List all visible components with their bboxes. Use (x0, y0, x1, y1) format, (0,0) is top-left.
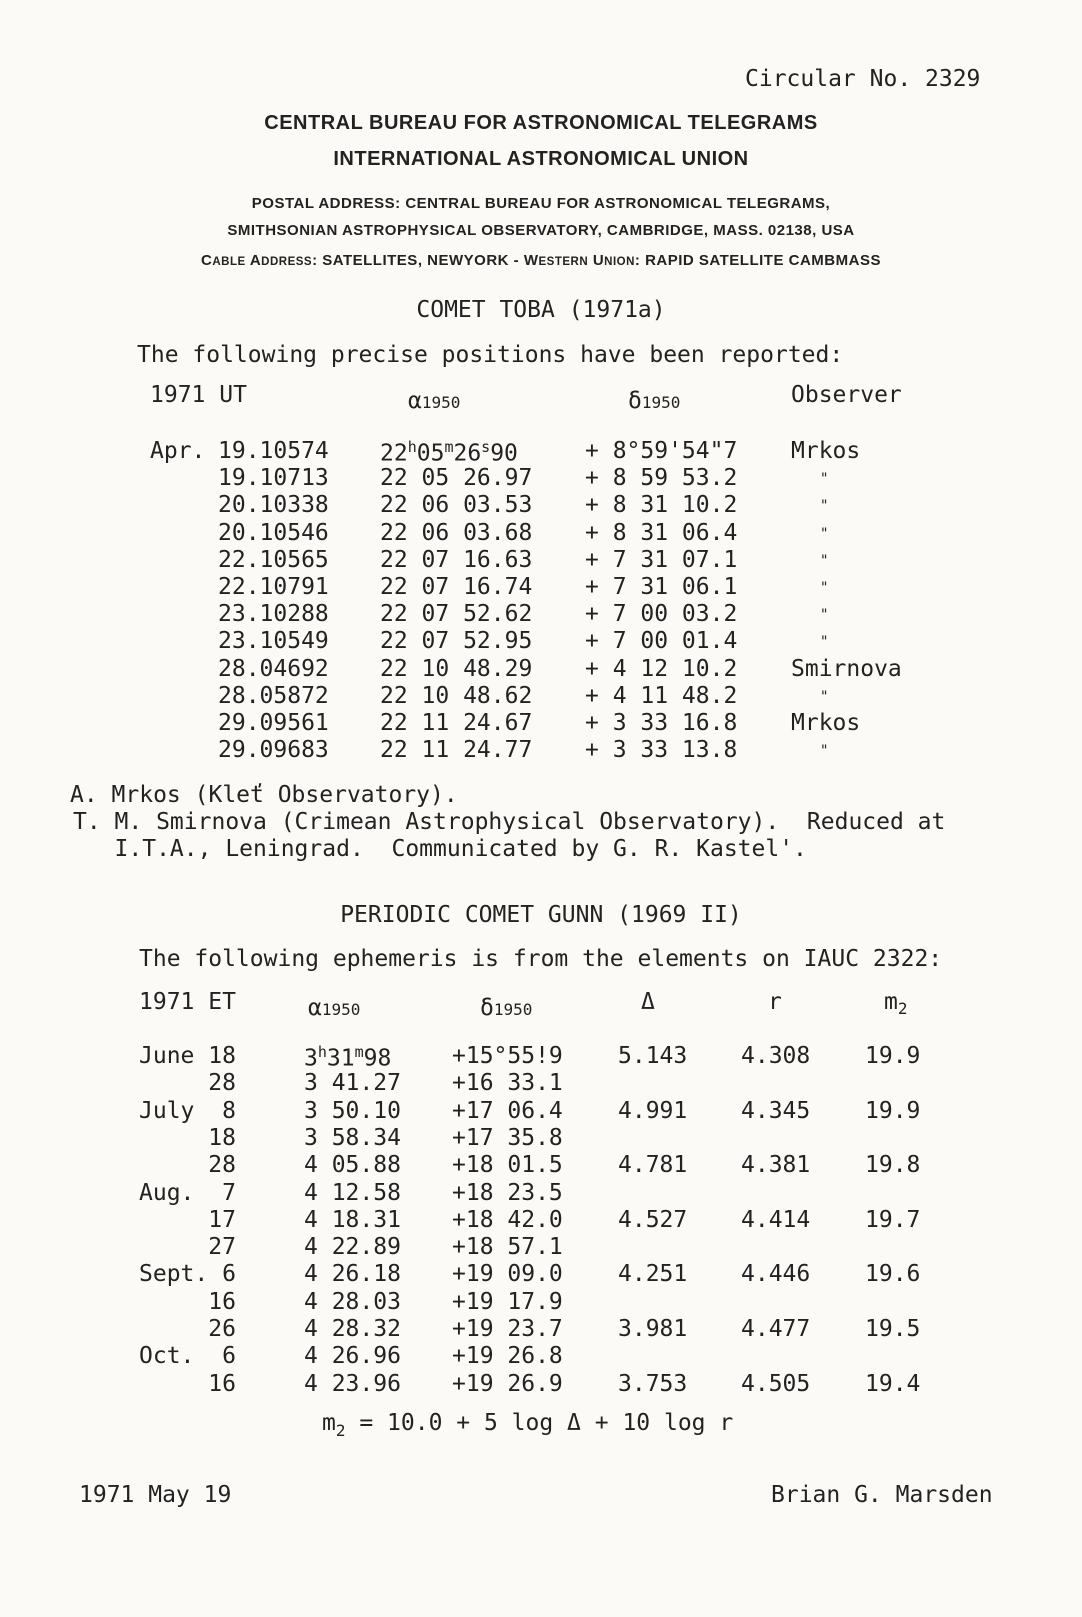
row-right-ascension: 4 26.96 (304, 1343, 401, 1370)
row-m2: 19.9 (865, 1043, 921, 1069)
row-delta: 4.991 (618, 1097, 688, 1124)
formula-m: m (322, 1410, 336, 1436)
cable-c: C (201, 252, 213, 269)
toba-col-delta (628, 388, 680, 414)
table-row (0, 1316, 1082, 1343)
cable-mid: : SATELLITES, NEWYORK - (312, 252, 524, 269)
gunn-col-m: m (884, 989, 898, 1015)
ra-unit-h: h (317, 1043, 327, 1061)
row-m2: 19.9 (865, 1097, 921, 1124)
row-date: 29.09683 (218, 737, 329, 764)
row-declination: +19 09.0 (452, 1261, 563, 1288)
row-day: 27 (208, 1234, 236, 1261)
row-day: 17 (208, 1206, 236, 1233)
row-right-ascension: 22 10 48.29 (380, 655, 533, 682)
row-right-ascension: 22 10 48.62 (380, 682, 533, 709)
table-row (0, 1180, 1082, 1207)
row-observer: " (820, 743, 829, 760)
row-declination: +19 26.8 (452, 1343, 563, 1370)
row-delta: 3.981 (618, 1316, 688, 1342)
row-right-ascension: 4 05.88 (304, 1152, 401, 1179)
row-right-ascension: 4 18.31 (304, 1206, 401, 1233)
row-month: June (139, 1043, 195, 1069)
toba-col-alpha-epoch: 1950 (421, 393, 461, 412)
row-declination: + 7 00 01.4 (585, 628, 738, 655)
ra-unit-h: h (407, 438, 417, 456)
postal-address-line2: SMITHSONIAN ASTROPHYSICAL OBSERVATORY, CAMBRIDGE, MASS. 02138, USA (227, 222, 855, 239)
row-declination: + 8 31 10.2 (585, 492, 738, 519)
row-declination: +15°55!9 (452, 1043, 563, 1069)
table-row (0, 1371, 1082, 1398)
row-month: Apr. (150, 438, 206, 464)
row-right-ascension: 22 06 03.68 (380, 519, 533, 546)
cable-nion: NION (604, 256, 635, 268)
row-right-ascension: 4 22.89 (304, 1234, 401, 1261)
row-r: 4.505 (741, 1370, 811, 1397)
row-declination: +18 42.0 (452, 1206, 563, 1233)
ra-hours: 3 (304, 1045, 318, 1072)
row-day: 26 (208, 1316, 236, 1342)
row-day: 28 (208, 1152, 236, 1179)
row-date: 29.09561 (218, 710, 329, 736)
gunn-title: PERIODIC COMET GUNN (1969 II) (340, 902, 742, 928)
gunn-col-r: r (768, 989, 782, 1015)
toba-title: COMET TOBA (1971a) (416, 297, 666, 323)
row-month: July (139, 1097, 195, 1124)
ra-unit-m: m (444, 438, 454, 456)
gunn-col-m-sub: 2 (897, 999, 908, 1018)
ra-hours: 22 (380, 440, 408, 467)
row-right-ascension: 3 41.27 (304, 1070, 401, 1097)
table-row (0, 1043, 1082, 1070)
table-row (0, 492, 1082, 519)
row-observer: Smirnova (791, 655, 902, 682)
gunn-col-alpha (308, 995, 360, 1021)
row-observer: " (820, 498, 829, 515)
footer-date: 1971 May 19 (79, 1482, 232, 1508)
table-row (0, 1207, 1082, 1234)
formula-sub: 2 (335, 1421, 346, 1440)
row-r: 4.308 (741, 1043, 811, 1069)
cable-address (0, 252, 1082, 269)
row-date: 23.10549 (218, 628, 329, 655)
row-declination: +18 23.5 (452, 1179, 563, 1206)
ra-fraction: 90 (490, 440, 518, 467)
row-observer: " (820, 552, 829, 569)
table-row (0, 683, 1082, 710)
gunn-col-delta-symbol: δ (480, 995, 494, 1021)
footer-author: Brian G. Marsden (771, 1482, 993, 1508)
bureau-name: CENTRAL BUREAU FOR ASTRONOMICAL TELEGRAMS (264, 112, 818, 134)
row-declination: + 8 31 06.4 (585, 519, 738, 546)
row-r: 4.477 (741, 1316, 811, 1342)
table-row (0, 520, 1082, 547)
circular-number: Circular No. 2329 (745, 66, 981, 92)
row-r: 4.381 (741, 1152, 811, 1179)
row-right-ascension (304, 1043, 391, 1072)
ra-unit-s: s (481, 438, 491, 456)
row-right-ascension: 3 58.34 (304, 1124, 401, 1151)
row-declination: +16 33.1 (452, 1070, 563, 1097)
gunn-col-m2 (884, 989, 908, 1018)
row-right-ascension: 22 06 03.53 (380, 492, 533, 519)
row-declination: +19 17.9 (452, 1288, 563, 1315)
toba-col-delta-symbol: δ (628, 388, 642, 414)
row-right-ascension: 22 11 24.67 (380, 710, 533, 736)
row-day: 18 (208, 1043, 236, 1069)
table-row (0, 1152, 1082, 1179)
row-delta: 4.251 (618, 1261, 688, 1288)
row-date: 20.10338 (218, 492, 329, 519)
row-m2: 19.6 (865, 1261, 921, 1288)
row-declination: + 7 00 03.2 (585, 601, 738, 628)
table-row (0, 1261, 1082, 1288)
row-observer: Mrkos (791, 438, 861, 464)
row-declination: +17 06.4 (452, 1097, 563, 1124)
ra-seconds: 26 (453, 440, 482, 467)
table-row (0, 628, 1082, 655)
row-date: 19.10574 (218, 438, 329, 464)
magnitude-formula (322, 1410, 734, 1440)
row-month: Oct. (139, 1343, 195, 1370)
row-r: 4.446 (741, 1261, 811, 1288)
row-delta: 4.781 (618, 1152, 688, 1179)
row-date: 22.10565 (218, 546, 329, 573)
ra-fraction: 98 (363, 1045, 392, 1072)
table-row (0, 1234, 1082, 1261)
row-right-ascension: 22 11 24.77 (380, 737, 533, 764)
toba-col-time: 1971 UT (150, 382, 247, 408)
row-observer: " (820, 634, 829, 651)
gunn-col-alpha-symbol: α (308, 995, 322, 1021)
row-delta: 5.143 (618, 1043, 688, 1069)
table-row (0, 1125, 1082, 1152)
row-day: 8 (222, 1097, 236, 1124)
cable-end: : RAPID SATELLITE CAMBMASS (634, 252, 881, 269)
note-smirnova: T. M. Smirnova (Crimean Astrophysical Observatory). Reduced at (73, 809, 946, 835)
row-right-ascension: 4 28.32 (304, 1316, 401, 1342)
row-right-ascension: 22 07 52.95 (380, 628, 533, 655)
row-delta: 4.527 (618, 1206, 688, 1233)
note-mrkos: A. Mrkos (Kleť Observatory). (70, 782, 458, 808)
row-month: Aug. (139, 1179, 195, 1206)
row-day: 18 (208, 1124, 236, 1151)
row-day: 7 (222, 1179, 236, 1206)
row-m2: 19.4 (865, 1370, 921, 1397)
table-row (0, 1070, 1082, 1097)
row-observer: " (820, 688, 829, 705)
cable-a: A (249, 252, 262, 269)
row-right-ascension: 22 07 52.62 (380, 601, 533, 628)
row-declination: + 3 33 16.8 (585, 710, 738, 736)
row-right-ascension: 4 23.96 (304, 1370, 401, 1397)
row-observer: " (820, 607, 829, 624)
table-row (0, 547, 1082, 574)
formula-rhs: = 10.0 + 5 log Δ + 10 log r (345, 1410, 734, 1436)
row-observer: " (820, 471, 829, 488)
gunn-intro: The following ephemeris is from the elements on IAUC 2322: (139, 946, 943, 972)
row-date: 19.10713 (218, 465, 329, 492)
cable-u: U (592, 252, 605, 269)
row-right-ascension (380, 438, 518, 467)
cable-estern: ESTERN (538, 256, 589, 268)
cable-able: ABLE (212, 256, 246, 268)
table-row (0, 465, 1082, 492)
row-observer: " (820, 525, 829, 542)
table-row (0, 656, 1082, 683)
gunn-col-Delta: Δ (641, 989, 655, 1015)
table-row (0, 1098, 1082, 1125)
row-right-ascension: 4 26.18 (304, 1261, 401, 1288)
row-right-ascension: 4 28.03 (304, 1288, 401, 1315)
row-date: 28.05872 (218, 682, 329, 709)
row-day: 6 (222, 1343, 236, 1370)
table-row (0, 737, 1082, 764)
row-m2: 19.8 (865, 1152, 921, 1179)
toba-col-observer: Observer (791, 382, 902, 408)
row-date: 28.04692 (218, 655, 329, 682)
row-date: 22.10791 (218, 574, 329, 600)
row-declination: + 3 33 13.8 (585, 737, 738, 764)
toba-col-alpha-symbol: α (408, 388, 422, 414)
row-declination: +17 35.8 (452, 1124, 563, 1151)
row-declination: +19 26.9 (452, 1370, 563, 1397)
row-declination: + 8°59'54"7 (585, 438, 738, 464)
row-month: Sept. (139, 1261, 209, 1288)
table-row (0, 601, 1082, 628)
toba-intro: The following precise positions have been reported: (137, 342, 844, 368)
row-r: 4.414 (741, 1206, 811, 1233)
row-right-ascension: 22 07 16.63 (380, 546, 533, 573)
row-observer: Mrkos (791, 710, 861, 736)
cable-w: W (523, 252, 539, 269)
ra-minutes: 05 (416, 440, 445, 467)
row-declination: + 4 12 10.2 (585, 655, 738, 682)
gunn-col-time: 1971 ET (139, 989, 236, 1015)
toba-col-delta-epoch: 1950 (641, 393, 681, 412)
row-day: 16 (208, 1288, 236, 1315)
union-name: INTERNATIONAL ASTRONOMICAL UNION (333, 148, 749, 170)
note-communicated: I.T.A., Leningrad. Communicated by G. R. Kastel'. (73, 836, 807, 862)
gunn-col-alpha-epoch: 1950 (321, 1000, 361, 1019)
table-row (0, 1289, 1082, 1316)
row-declination: +19 23.7 (452, 1316, 563, 1342)
toba-col-alpha (408, 388, 460, 414)
row-date: 23.10288 (218, 601, 329, 628)
ra-unit-m: m (354, 1043, 364, 1061)
row-declination: + 7 31 07.1 (585, 546, 738, 573)
row-date: 20.10546 (218, 519, 329, 546)
gunn-col-delta (480, 995, 532, 1021)
row-m2: 19.5 (865, 1316, 921, 1342)
row-right-ascension: 22 05 26.97 (380, 465, 533, 492)
row-declination: + 8 59 53.2 (585, 465, 738, 492)
row-day: 28 (208, 1070, 236, 1097)
cable-ddress: DDRESS (261, 256, 313, 268)
postal-address-line1: POSTAL ADDRESS: CENTRAL BUREAU FOR ASTRONOMICAL TELEGRAMS, (251, 195, 831, 212)
table-row (0, 438, 1082, 465)
table-row (0, 1343, 1082, 1370)
ra-minutes: 31 (326, 1045, 355, 1072)
row-right-ascension: 4 12.58 (304, 1179, 401, 1206)
row-m2: 19.7 (865, 1206, 921, 1233)
row-right-ascension: 22 07 16.74 (380, 574, 533, 600)
row-right-ascension: 3 50.10 (304, 1097, 401, 1124)
row-day: 6 (222, 1261, 236, 1288)
row-delta: 3.753 (618, 1370, 688, 1397)
row-r: 4.345 (741, 1097, 811, 1124)
table-row (0, 710, 1082, 737)
row-declination: + 4 11 48.2 (585, 682, 738, 709)
table-row (0, 574, 1082, 601)
row-day: 16 (208, 1370, 236, 1397)
gunn-col-delta-epoch: 1950 (493, 1000, 533, 1019)
row-declination: + 7 31 06.1 (585, 574, 738, 600)
row-declination: +18 01.5 (452, 1152, 563, 1179)
row-observer: " (820, 580, 829, 596)
row-declination: +18 57.1 (452, 1234, 563, 1261)
